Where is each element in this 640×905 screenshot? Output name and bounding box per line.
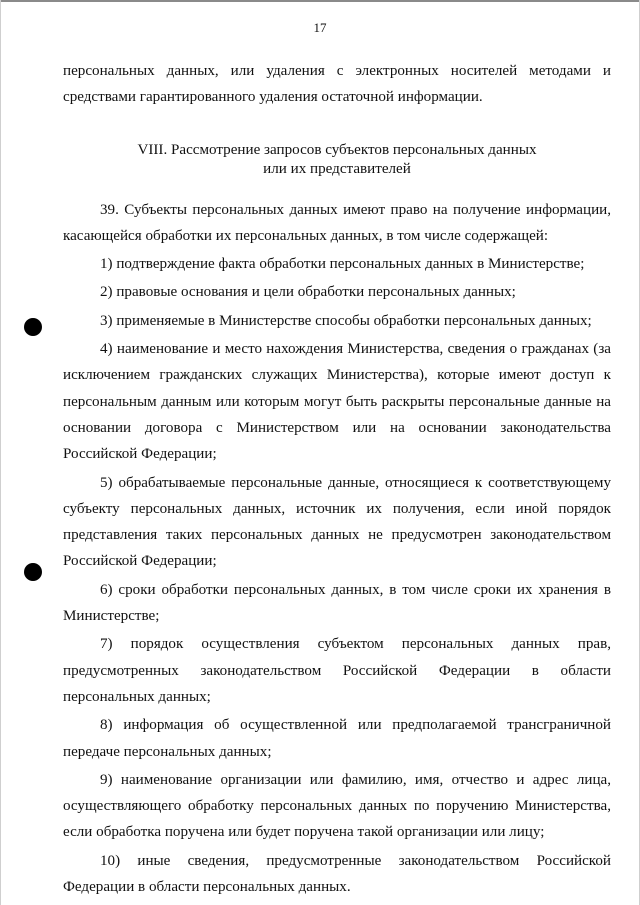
document-body — [63, 58, 611, 900]
list-item-8: 8) информация об осуществленной или предполагаемой трансграничной передаче персональных данных; — [63, 717, 611, 760]
punch-hole-lower — [24, 563, 42, 581]
scan-edge-top — [0, 0, 640, 2]
list-item-5: 5) обрабатываемые персональные данные, относящиеся к соответствующему субъекту персональных данных, источник их получения, если иной порядок представления таких персональных данных не предусмотрен законодательством Российской Федерации; — [63, 474, 611, 570]
list-item-10: 10) иные сведения, предусмотренные законодательством Российской Федерации в области персональных данных. — [63, 852, 611, 896]
list-item-4: 4) наименование и место нахождения Министерства, сведения о гражданах (за исключением гражданских служащих Министерства), которые имеют доступ к персональным данным или которым могут быть раскрыты персональные данные на основании договора с Министерством или на основании законодательства Российской Федерации; — [63, 341, 611, 463]
list-item-9: 9) наименование организации или фамилию, имя, отчество и адрес лица, осуществляющего обработку персональных данных по поручению Министерства, если обработка поручена или будет поручена такой организации или лицу; — [63, 771, 611, 841]
punch-hole-upper — [24, 318, 42, 336]
list-item-7: 7) порядок осуществления субъектом персональных данных прав, предусмотренных законодательством Российской Федерации в области персональных данных; — [63, 636, 611, 705]
list-item-6: 6) сроки обработки персональных данных, в том числе сроки их хранения в Министерстве; — [63, 581, 611, 625]
section-heading-line-1: VIII. Рассмотрение запросов субъектов персональных данных — [137, 141, 537, 158]
intro-line-1: персональных данных, или удаления с электронных носителей методами и — [63, 63, 611, 79]
list-item-1: 1) подтверждение факта обработки персональных данных в Министерстве; — [100, 256, 585, 273]
section-heading-line-2: или их представителей — [263, 160, 411, 177]
section-heading — [63, 141, 611, 179]
list-item-3: 3) применяемые в Министерстве способы обработки персональных данных; — [100, 312, 592, 329]
page-number: 17 — [313, 20, 327, 35]
intro-line-2: средствами гарантированного удаления остаточной информации. — [63, 89, 483, 106]
paragraph-39: 39. Субъекты персональных данных имеют право на получение информации, касающейся обработки их персональных данных, в том числе содержащей: — [63, 201, 611, 244]
list-item-2: 2) правовые основания и цели обработки персональных данных; — [100, 284, 516, 301]
scan-edge-left — [0, 0, 1, 905]
